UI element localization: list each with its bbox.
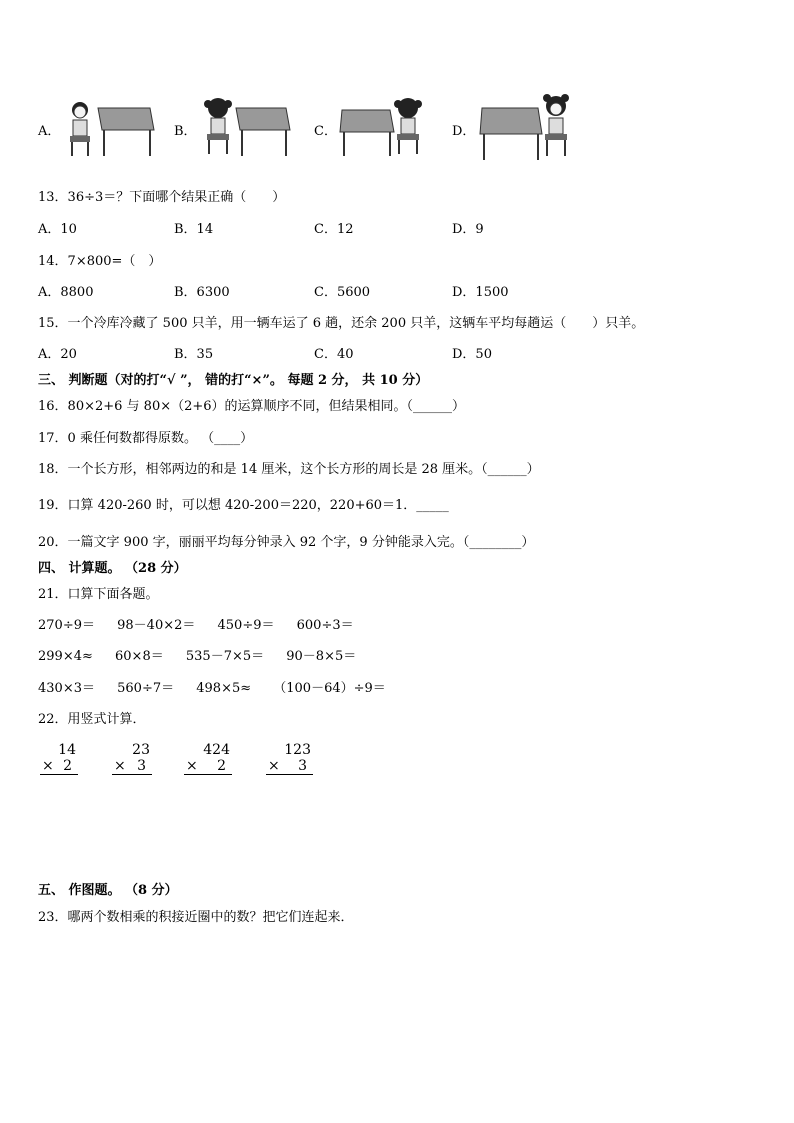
girl-figure [70,102,90,156]
q13-question: 13．36÷3＝？下面哪个结果正确（ ） [38,190,286,205]
q15-option-a: A．20 [38,347,77,362]
multiplier: 3 [137,758,146,774]
q14-option-c: C．5600 [314,285,371,300]
calc-item: 560÷7＝ [117,681,175,696]
vertical-calc-2 [112,742,152,775]
q21-row-1 [38,614,372,633]
vertical-calc-4 [266,742,313,775]
q14-option-d: D．1500 [452,285,509,300]
times-sign: × [186,758,198,774]
girl-figure [204,98,232,154]
q13-option-a: A．10 [38,222,77,237]
multiplier: 2 [217,758,226,774]
q13-option-b: B．14 [174,222,214,237]
q17-statement: 17．0 乘任何数都得原数。 （____） [38,431,254,446]
q13-option-c: C．12 [314,222,354,237]
table-figure [480,108,542,160]
calc-item: 90－8×5＝ [286,649,357,664]
q21-instruction: 21．口算下面各题。 [38,587,159,602]
calc-item: （100－64）÷9＝ [273,681,386,696]
q23-instruction: 23．哪两个数相乘的积接近圈中的数？把它们连起来． [38,910,354,925]
multiplier-row [112,758,152,775]
times-sign: × [42,758,54,774]
calc-item: 600÷3＝ [296,618,354,633]
section-4-heading: 四、 计算题。 （28 分） [38,561,187,576]
table-figure [340,110,394,156]
q13-option-d: D．9 [452,222,484,237]
girl-table-illustration-b [198,94,293,164]
q15-question: 15．一个冷库冷藏了 500 只羊，用一辆车运了 6 趟，还余 200 只羊，这辆车平均每趟运（ ）只羊。 [38,316,645,331]
section-5-heading: 五、 作图题。 （8 分） [38,883,178,898]
girl-table-illustration-d [476,94,578,166]
multiplier: 2 [63,758,72,774]
q12-option-b-label: B． [174,124,197,139]
multiplicand: 424 [203,742,230,758]
calc-item: 430×3＝ [38,681,95,696]
calc-item: 98－40×2＝ [117,618,196,633]
multiplier-row [266,758,313,775]
q21-row-3 [38,677,404,696]
multiplier-row [40,758,78,775]
calc-item: 270÷9＝ [38,618,95,633]
girl-table-illustration-c [338,94,428,164]
multiplicand: 14 [58,742,76,758]
vertical-calc-3 [184,742,232,775]
table-figure [98,108,154,156]
table-figure [236,108,290,156]
multiplicand: 23 [132,742,150,758]
multiplicand: 123 [284,742,311,758]
q14-question: 14．7×800=（ ） [38,254,162,269]
q20-statement: 20．一篇文字 900 字，丽丽平均每分钟录入 92 个字，9 分钟能录入完。（________） [38,535,535,550]
q15-option-b: B．35 [174,347,214,362]
q12-option-a-label: A． [38,124,61,139]
q22-instruction: 22．用竖式计算． [38,712,146,727]
calc-item: 60×8＝ [115,649,164,664]
girl-figure [543,94,569,156]
times-sign: × [114,758,126,774]
vertical-calc-1 [40,742,78,775]
q12-option-d-label: D． [452,124,476,139]
times-sign: × [268,758,280,774]
calc-item: 450÷9＝ [217,618,275,633]
q16-statement: 16．80×2+6 与 80×（2+6）的运算顺序不同，但结果相同。（______） [38,399,466,414]
calc-item: 535－7×5＝ [185,649,265,664]
q14-option-a: A．8800 [38,285,94,300]
q14-option-b: B．6300 [174,285,230,300]
section-3-heading: 三、 判断题（对的打“√ ”， 错的打“×”。 每题 2 分， 共 10 分） [38,373,429,388]
q19-statement: 19．口算 420-260 时，可以想 420-200＝220，220+60＝1．_____ [38,498,449,513]
q21-row-2 [38,645,374,664]
calc-item: 299×4≈ [38,649,93,664]
q18-statement: 18．一个长方形，相邻两边的和是 14 厘米，这个长方形的周长是 28 厘米。（______） [38,462,540,477]
q12-option-c-label: C． [314,124,337,139]
calc-item: 498×5≈ [196,681,252,696]
multiplier-row [184,758,232,775]
multiplier: 3 [298,758,307,774]
girl-figure [394,98,422,154]
girl-table-illustration-a [62,94,157,164]
q15-option-d: D．50 [452,347,492,362]
q15-option-c: C．40 [314,347,354,362]
